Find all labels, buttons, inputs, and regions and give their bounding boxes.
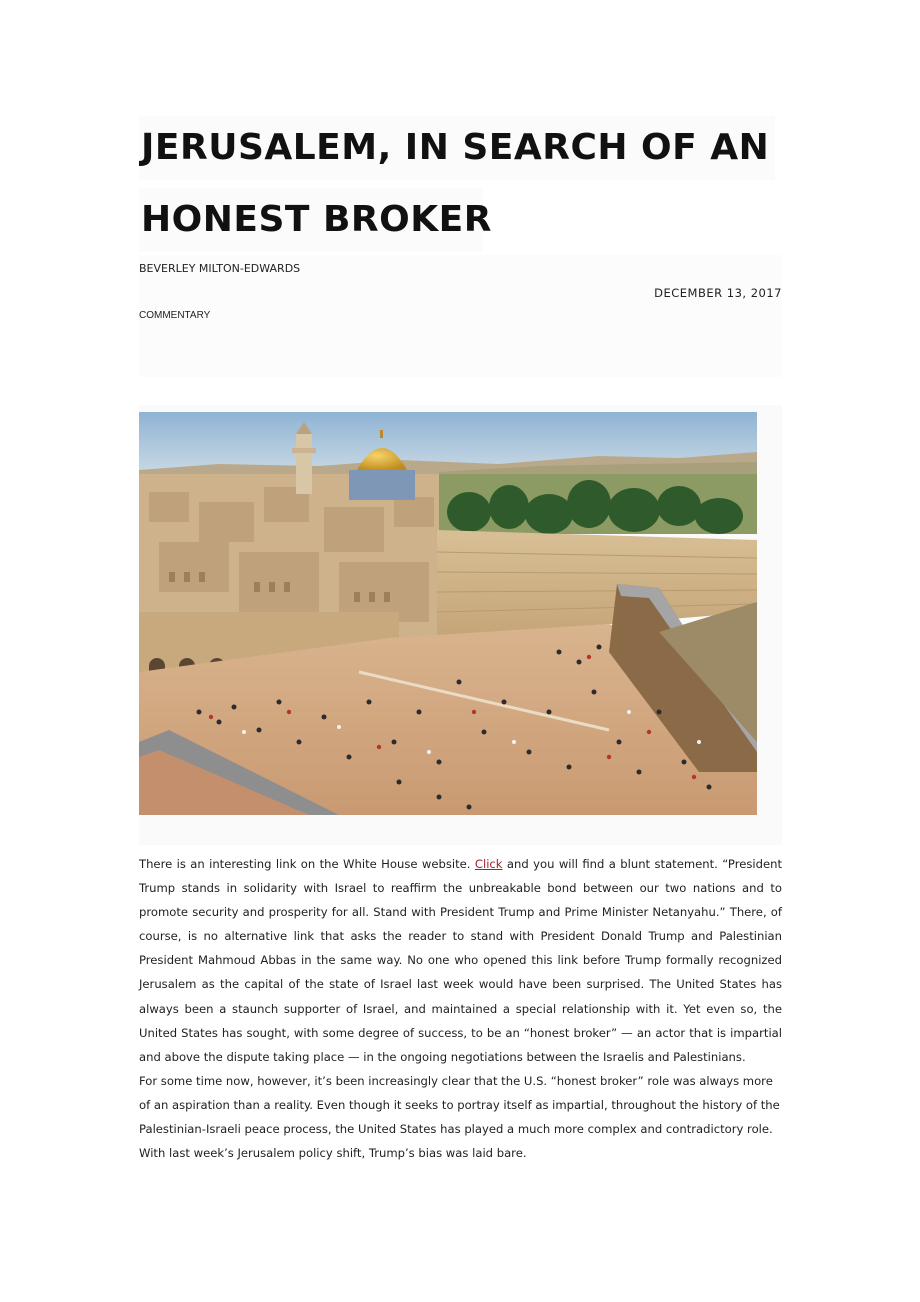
paragraph-1-before-link: There is an interesting link on the White House website. xyxy=(139,857,475,871)
jerusalem-western-wall-photo xyxy=(139,412,757,815)
click-link[interactable]: Click xyxy=(474,857,503,871)
publication-date: DECEMBER 13, 2017 xyxy=(654,286,782,300)
page-title-line-2: HONEST BROKER xyxy=(139,188,483,252)
paragraph-2: For some time now, however, it’s been increasingly clear that the U.S. “honest broker” role was always more of an aspiration than a reality. Even though it seeks to portray itself as impartial, throughout the history of the Palestinian-Israeli peace process, the United States has played a much more complex and contradictory role. With last week’s Jerusalem policy shift, Trump’s bias was laid bare. xyxy=(139,1073,780,1161)
article-body xyxy=(139,852,782,1165)
page-title-line-1: JERUSALEM, IN SEARCH OF AN xyxy=(139,116,775,180)
paragraph-1-after-link: and you will find a blunt statement. “President Trump stands in solidarity with Israel to reaffirm the unbreakable bond between our two nations and to promote security and prosperity for all. Stand with President Trump and Prime Minister Netanyahu.” There, of course, is no alternative link that asks the reader to stand with President Donald Trump and Palestinian President Mahmoud Abbas in the same way. No one who opened this link before Trump formally recognized Jerusalem as the capital of the state of Israel last week would have been surprised. The United States has always been a staunch supporter of Israel, and maintained a special relationship with it. Yet even so, the United States has sought, with some degree of success, to be an “honest broker” — an actor that is impartial and above the dispute taking place — in the ongoing negotiations between the Israelis and Palestinians. xyxy=(139,857,782,1064)
category-tag[interactable]: COMMENTARY xyxy=(139,310,211,321)
photo-illustration xyxy=(139,412,757,815)
paragraph-1 xyxy=(139,852,782,1069)
author-byline[interactable]: BEVERLEY MILTON-EDWARDS xyxy=(139,262,301,275)
